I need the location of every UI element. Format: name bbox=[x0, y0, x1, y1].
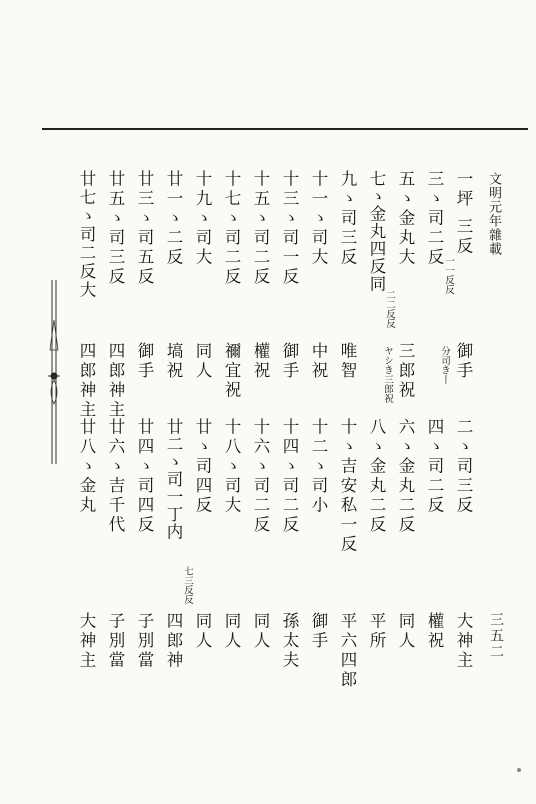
entry-lot: 十九ゝ司大 bbox=[193, 170, 212, 268]
entry-lot: 廿一ゝ二反 bbox=[164, 170, 183, 268]
entry-lot: 二ゝ司三反 bbox=[454, 418, 473, 516]
entry-lot: 十五ゝ司二反 bbox=[251, 170, 270, 287]
entry-holder: 同人 bbox=[193, 342, 212, 381]
entry-holder: 權祝 bbox=[251, 342, 270, 381]
entry-lot: 廿二ゝ司一丁内 bbox=[164, 418, 183, 541]
entry-lot: 十三ゝ司一反 bbox=[280, 170, 299, 287]
entry-holder: 同人 bbox=[193, 612, 212, 651]
entry-holder: 四郎神主 bbox=[77, 342, 96, 420]
entry-holder: 御手 bbox=[280, 342, 299, 381]
entry-holder: 大神主 bbox=[77, 612, 96, 671]
entry-holder: 權祝 bbox=[425, 612, 444, 651]
entry-lot: 十七ゝ司二反 bbox=[222, 170, 241, 287]
entry-lot: 廿五ゝ司三反 bbox=[106, 170, 125, 287]
entry-lot: 四ゝ司二反 bbox=[425, 418, 444, 516]
entry-lot: 廿八ゝ金丸 bbox=[77, 418, 96, 516]
entry-lot: 七ゝ金丸四反同 bbox=[367, 170, 386, 293]
entry-lot: 廿六ゝ吉千代 bbox=[106, 418, 125, 535]
entry-lot: 一坪 三反 bbox=[454, 170, 473, 257]
entry-lot: 廿四ゝ司四反 bbox=[135, 418, 154, 535]
header-rule bbox=[42, 128, 528, 130]
entry-holder: 平六四郎 bbox=[338, 612, 357, 690]
entry-holder: 同人 bbox=[396, 612, 415, 651]
entry-note: 七三反反 bbox=[182, 566, 193, 604]
entry-lot: 九ゝ司三反 bbox=[338, 170, 357, 268]
entry-lot: 十一ゝ司大 bbox=[309, 170, 328, 268]
entry-note: 二二反反 bbox=[384, 290, 395, 328]
entry-lot: 廿ゝ司四反 bbox=[193, 418, 212, 516]
entry-holder: 三郎祝 bbox=[396, 342, 415, 401]
entry-holder: 子別當 bbox=[135, 612, 154, 671]
paper-speck bbox=[517, 768, 521, 772]
running-head: 文明元年雜載 bbox=[486, 172, 501, 256]
entry-holder: 唯智 bbox=[338, 342, 357, 381]
entry-lot: 十六ゝ司二反 bbox=[251, 418, 270, 535]
entry-holder: 大神主 bbox=[454, 612, 473, 671]
entry-holder: 御手 bbox=[135, 342, 154, 381]
entry-lot: 三ゝ司二反 bbox=[425, 170, 444, 268]
entry-lot: 十二ゝ司小 bbox=[309, 418, 328, 516]
entry-holder: 御手 bbox=[309, 612, 328, 651]
entry-holder-note: ヤシき三郎祝 bbox=[382, 346, 393, 403]
page-number: 三五二 bbox=[488, 612, 504, 660]
entry-holder: 同人 bbox=[222, 612, 241, 651]
entry-holder: 平所 bbox=[367, 612, 386, 651]
entry-holder: 中祝 bbox=[309, 342, 328, 381]
entry-lot: 十ゝ吉安私一反 bbox=[338, 418, 357, 555]
entry-lot: 八ゝ金丸二反 bbox=[367, 418, 386, 535]
entry-holder: 禰宜祝 bbox=[222, 342, 241, 401]
entry-holder: 子別當 bbox=[106, 612, 125, 671]
entry-lot: 廿七ゝ司二反大 bbox=[77, 170, 96, 300]
entry-holder: 御手 bbox=[454, 342, 473, 381]
entry-holder: 四郎神主 bbox=[106, 342, 125, 420]
entry-lot: 五ゝ金丸大 bbox=[396, 170, 415, 268]
entry-holder-note: 分司き丨 bbox=[439, 346, 450, 384]
entry-holder: 塙祝 bbox=[164, 342, 183, 381]
entry-holder: 孫太夫 bbox=[280, 612, 299, 671]
entry-holder: 同人 bbox=[251, 612, 270, 651]
entry-note: 一一反反 bbox=[443, 256, 454, 294]
entry-lot: 六ゝ金丸二反 bbox=[396, 418, 415, 535]
binding-thread-mark bbox=[34, 280, 74, 464]
entry-lot: 廿三ゝ司五反 bbox=[135, 170, 154, 287]
entry-lot: 十八ゝ司大 bbox=[222, 418, 241, 516]
entry-lot: 十四ゝ司二反 bbox=[280, 418, 299, 535]
entry-holder: 四郎神 bbox=[164, 612, 183, 671]
